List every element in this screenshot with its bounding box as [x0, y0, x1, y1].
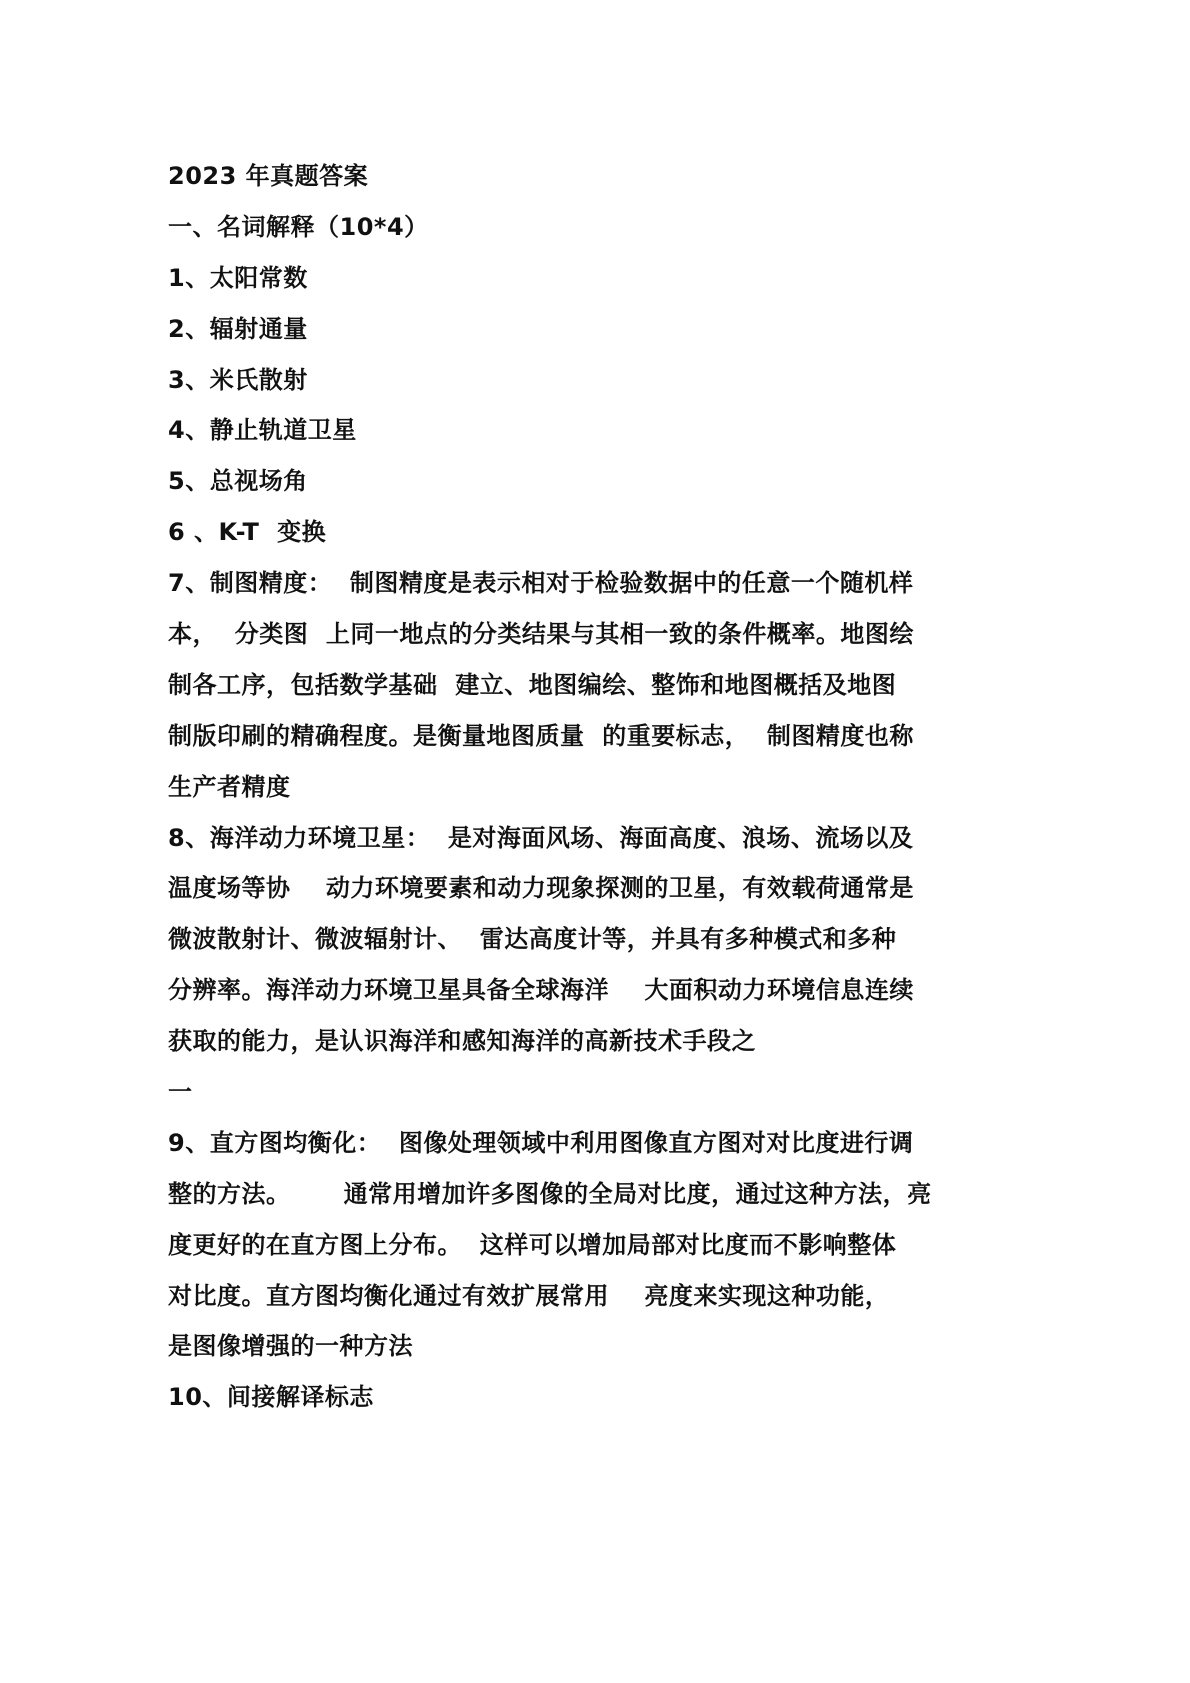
paragraph-line: 生产者精度 [168, 772, 291, 801]
paragraph-line: 获取的能力，是认识海洋和感知海洋的高新技术手段之 [168, 1027, 756, 1056]
doc-title: 2023 年真题答案 [168, 162, 369, 190]
paragraph-line: 9、直方图均衡化： 图像处理领域中利用图像直方图对对比度进行调 [168, 1128, 914, 1157]
term-item: 10、间接解译标志 [168, 1383, 374, 1412]
section-heading: 一、名词解释（10*4） [168, 212, 429, 241]
term-item: 2、辐射通量 [168, 314, 308, 343]
term-item: 6 、K-T 变换 [168, 518, 327, 547]
paragraph-line: 制版印刷的精确程度。是衡量地图质量 的重要标志， 制图精度也称 [168, 721, 914, 750]
paragraph-line: 制各工序，包括数学基础 建立、地图编绘、整饰和地图概括及地图 [168, 670, 897, 699]
paragraph-line: 本， 分类图 上同一地点的分类结果与其相一致的条件概率。地图绘 [168, 620, 914, 649]
document-page [168, 155, 968, 1427]
paragraph-line: 度更好的在直方图上分布。 这样可以增加局部对比度而不影响整体 [168, 1230, 897, 1259]
paragraph-line: 8、海洋动力环境卫星： 是对海面风场、海面高度、浪场、流场以及 [168, 823, 914, 852]
paragraph-line: 对比度。直方图均衡化通过有效扩展常用 亮度来实现这种功能， [168, 1281, 890, 1310]
paragraph-line: 微波散射计、微波辐射计、 雷达高度计等，并具有多种模式和多种 [168, 925, 897, 954]
paragraph-line: 是图像增强的一种方法 [168, 1332, 413, 1361]
paragraph-line: 分辨率。海洋动力环境卫星具备全球海洋 大面积动力环境信息连续 [168, 976, 914, 1005]
paragraph-line: 一 [168, 1078, 193, 1107]
term-item: 3、米氏散射 [168, 365, 308, 394]
paragraph-line: 温度场等协 动力环境要素和动力现象探测的卫星，有效载荷通常是 [168, 874, 914, 903]
term-item: 5、总视场角 [168, 467, 308, 496]
term-item: 1、太阳常数 [168, 263, 308, 292]
term-item: 4、静止轨道卫星 [168, 416, 357, 445]
paragraph-line: 7、制图精度： 制图精度是表示相对于检验数据中的任意一个随机样 [168, 569, 914, 598]
paragraph-line: 整的方法。 通常用增加许多图像的全局对比度，通过这种方法，亮 [168, 1179, 932, 1208]
